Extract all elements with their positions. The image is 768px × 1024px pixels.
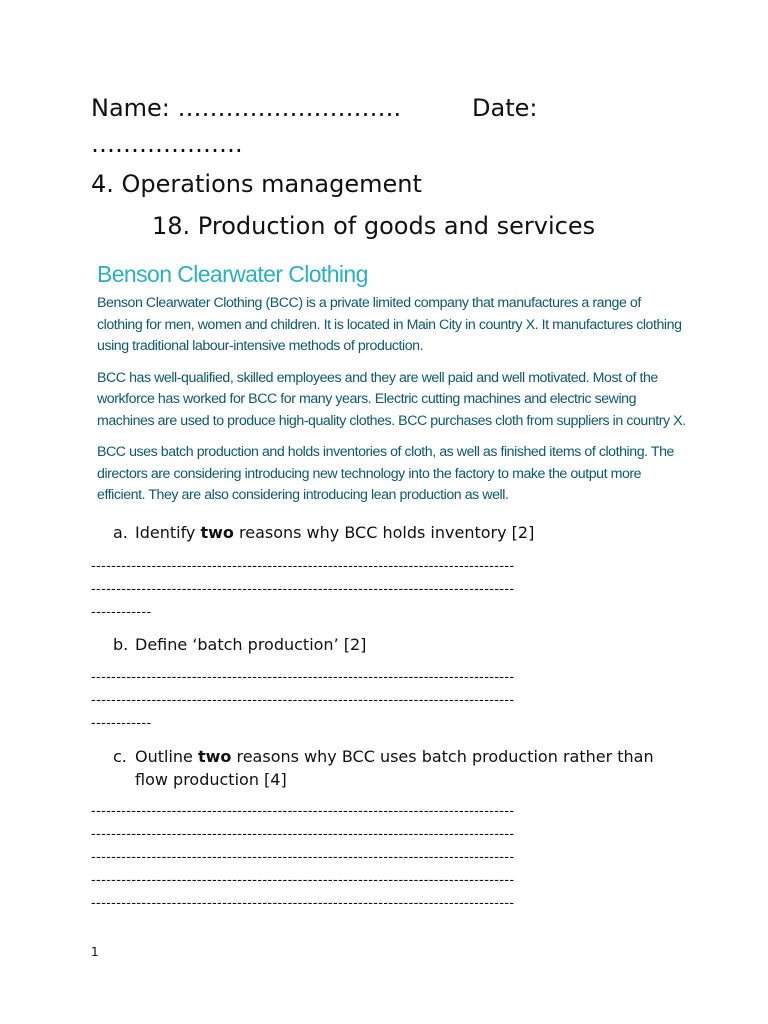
question-text — [135, 745, 675, 791]
question-letter: c. — [113, 747, 127, 766]
answer-line[interactable]: ------------------------------------------------------------------------------------ — [91, 896, 515, 911]
name-label: Name: — [91, 94, 170, 122]
answer-line[interactable]: ------------------------------------------------------------------------------------ — [91, 873, 515, 888]
answer-line[interactable]: ------------------------------------------------------------------------------------ — [91, 693, 515, 708]
name-blank: ………………………. — [177, 94, 402, 122]
question-letter: a. — [113, 523, 128, 542]
answer-lines-a — [91, 555, 691, 624]
page-number: 1 — [91, 945, 99, 959]
question-c — [113, 745, 673, 789]
answer-line[interactable]: ------------------------------------------------------------------------------------ — [91, 582, 515, 597]
question-text — [135, 633, 675, 656]
section-title: 18. Production of goods and services — [152, 212, 596, 240]
question-a — [113, 521, 673, 544]
answer-line[interactable]: ------------ — [91, 605, 152, 620]
case-study-heading: Benson Clearwater Clothing — [97, 261, 368, 287]
answer-line[interactable]: ------------------------------------------------------------------------------------ — [91, 827, 515, 842]
case-study-paragraph: BCC has well-qualified, skilled employees and they are well paid and well motivated. Most of the workforce has worked for BCC for many years. Electric cutting machines and electric sewing machines are used to produce high-quality clothes. BCC purchases cloth from suppliers in country X. — [97, 369, 686, 429]
question-emphasis: two — [200, 523, 234, 542]
question-text-part: reasons why BCC uses batch production rather than flow production [4] — [135, 747, 654, 789]
date-label: Date: — [472, 94, 538, 122]
question-letter: b. — [113, 635, 129, 654]
question-text — [135, 521, 675, 544]
answer-line[interactable]: ------------------------------------------------------------------------------------ — [91, 670, 515, 685]
answer-lines-c — [91, 800, 691, 915]
case-study-box — [97, 259, 687, 517]
question-text-part: Outline — [135, 747, 198, 766]
answer-line[interactable]: ------------------------------------------------------------------------------------ — [91, 850, 515, 865]
question-text-part: reasons why BCC holds inventory [2] — [233, 523, 535, 542]
answer-lines-b — [91, 666, 691, 735]
answer-line[interactable]: ------------------------------------------------------------------------------------ — [91, 559, 515, 574]
question-b — [113, 633, 673, 656]
question-text-part: Identify — [135, 523, 201, 542]
answer-line[interactable]: ------------ — [91, 716, 152, 731]
question-text-part: Define ‘batch production’ [2] — [135, 635, 367, 654]
case-study-paragraph: BCC uses batch production and holds inventories of cloth, as well as finished items of clothing. The directors are considering introducing new technology into the factory to make the output more efficient. They are also considering introducing lean production as well. — [97, 444, 674, 503]
answer-line[interactable]: ------------------------------------------------------------------------------------ — [91, 804, 515, 819]
name-date-header — [91, 92, 691, 124]
question-emphasis: two — [197, 747, 232, 766]
unit-title: 4. Operations management — [91, 170, 422, 198]
case-study-paragraph: Benson Clearwater Clothing (BCC) is a private limited company that manufactures a range of clothing for men, women and children. It is located in Main City in country X. It manufactures clothing using traditional labour-intensive methods of production. — [97, 295, 682, 354]
date-blank: ………………. — [91, 130, 243, 158]
